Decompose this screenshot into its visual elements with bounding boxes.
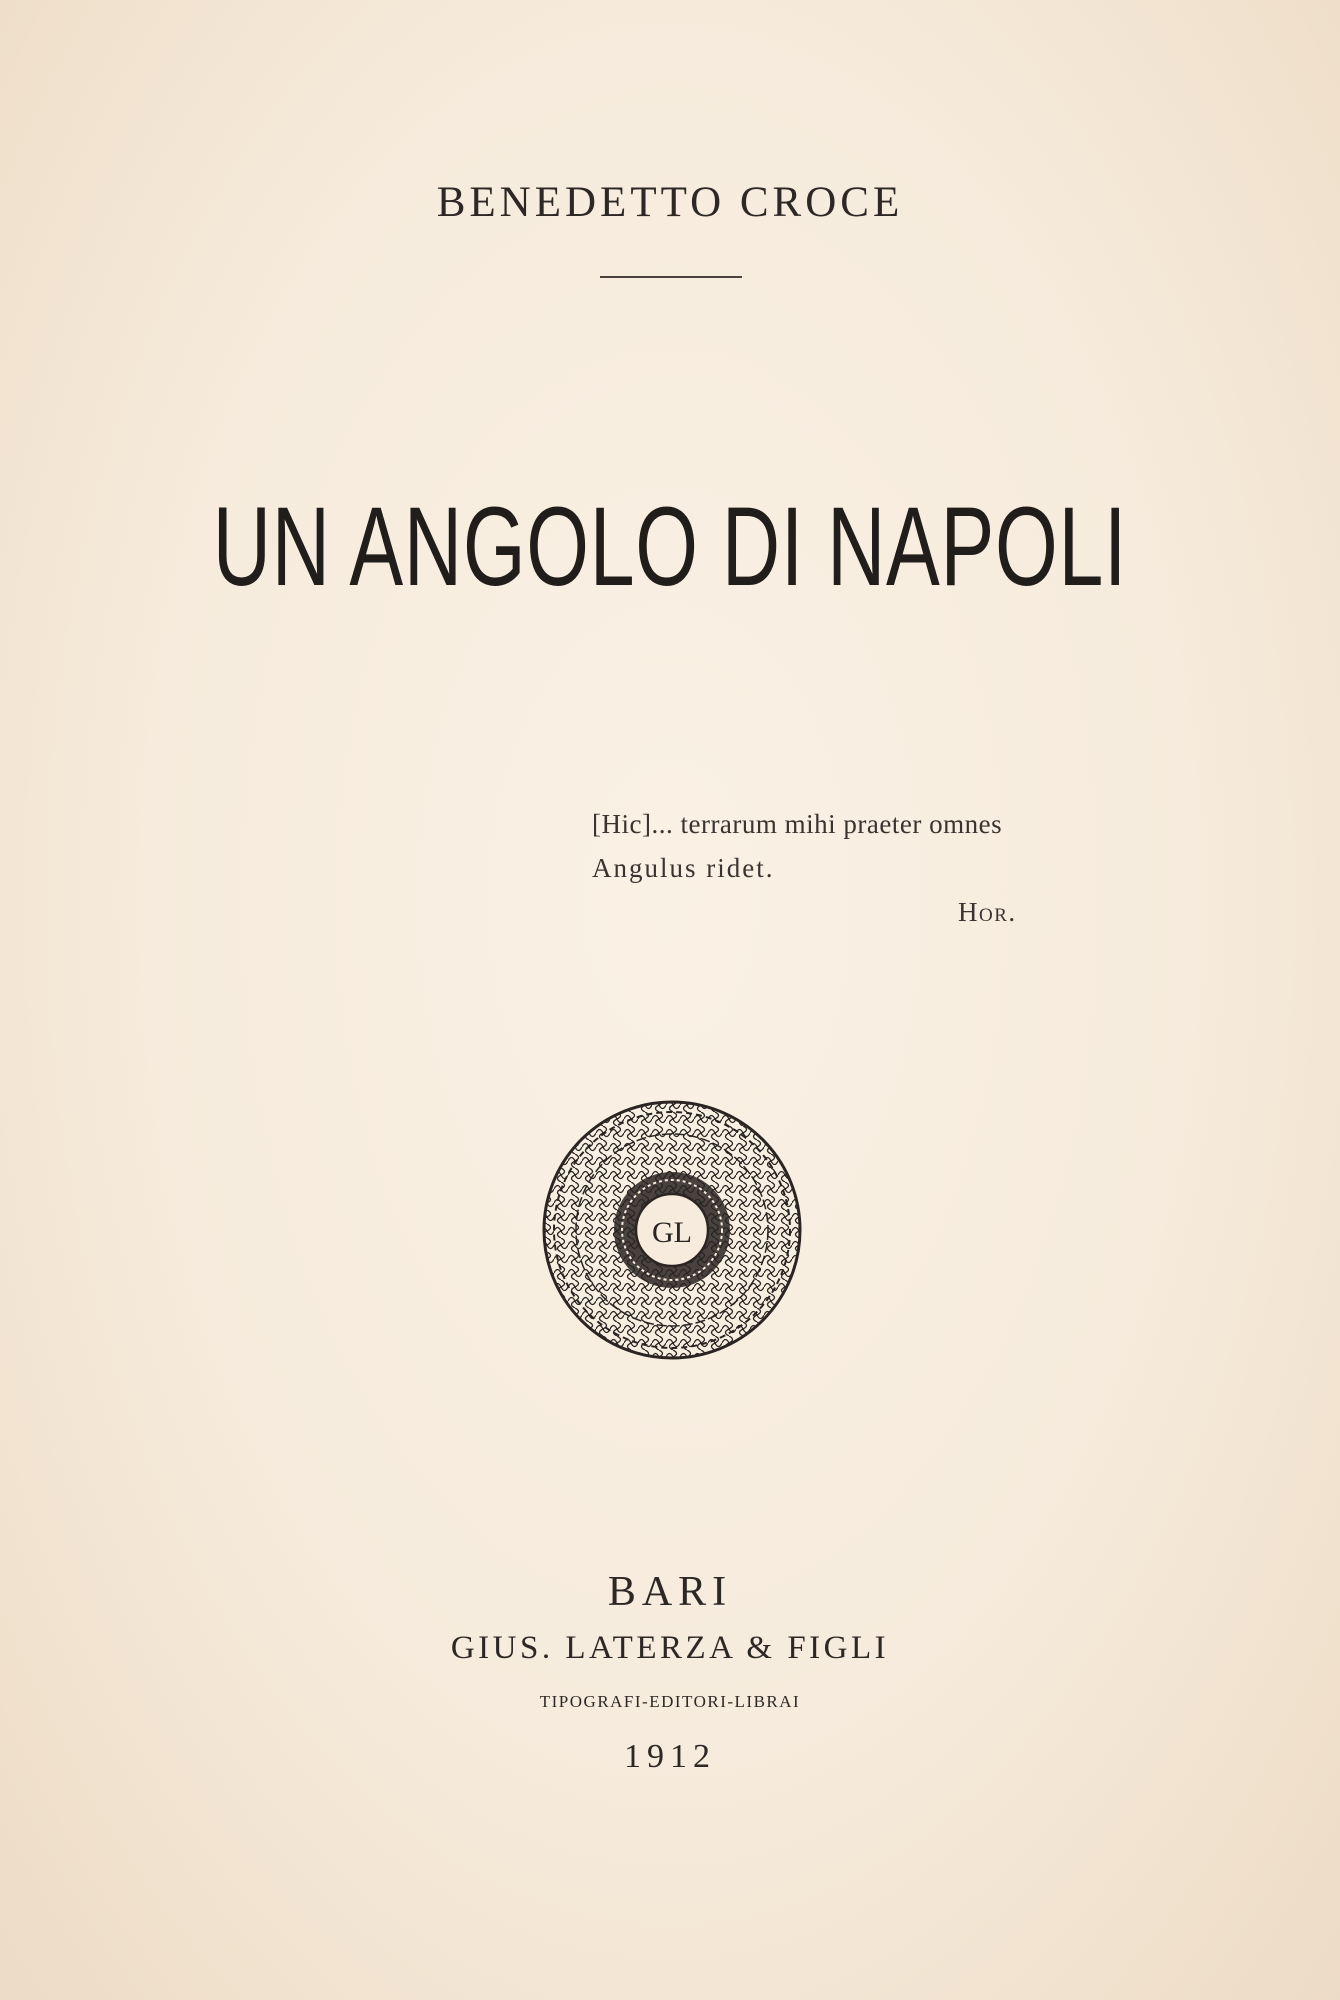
imprint-year: 1912	[624, 1738, 716, 1775]
epigraph-line-2: Angulus ridet.	[592, 853, 775, 883]
interlaced-knot-seal-icon	[540, 1098, 804, 1362]
epigraph	[592, 802, 1017, 934]
imprint-publisher: GIUS. LATERZA & FIGLI	[450, 1630, 890, 1666]
epigraph-line-1: [Hic]... terrarum mihi praeter omnes	[592, 809, 1003, 839]
book-title	[0, 482, 1340, 611]
epigraph-attribution: Hor.	[958, 897, 1017, 927]
seal-monogram: GL	[652, 1216, 692, 1249]
book-title-text: UN ANGOLO DI NAPOLI	[212, 484, 1128, 609]
author-name: BENEDETTO CROCE	[436, 179, 904, 226]
divider-rule	[600, 276, 742, 278]
imprint-city: BARI	[607, 1569, 733, 1615]
imprint-trade: TIPOGRAFI-EDITORI-LIBRAI	[539, 1692, 801, 1711]
